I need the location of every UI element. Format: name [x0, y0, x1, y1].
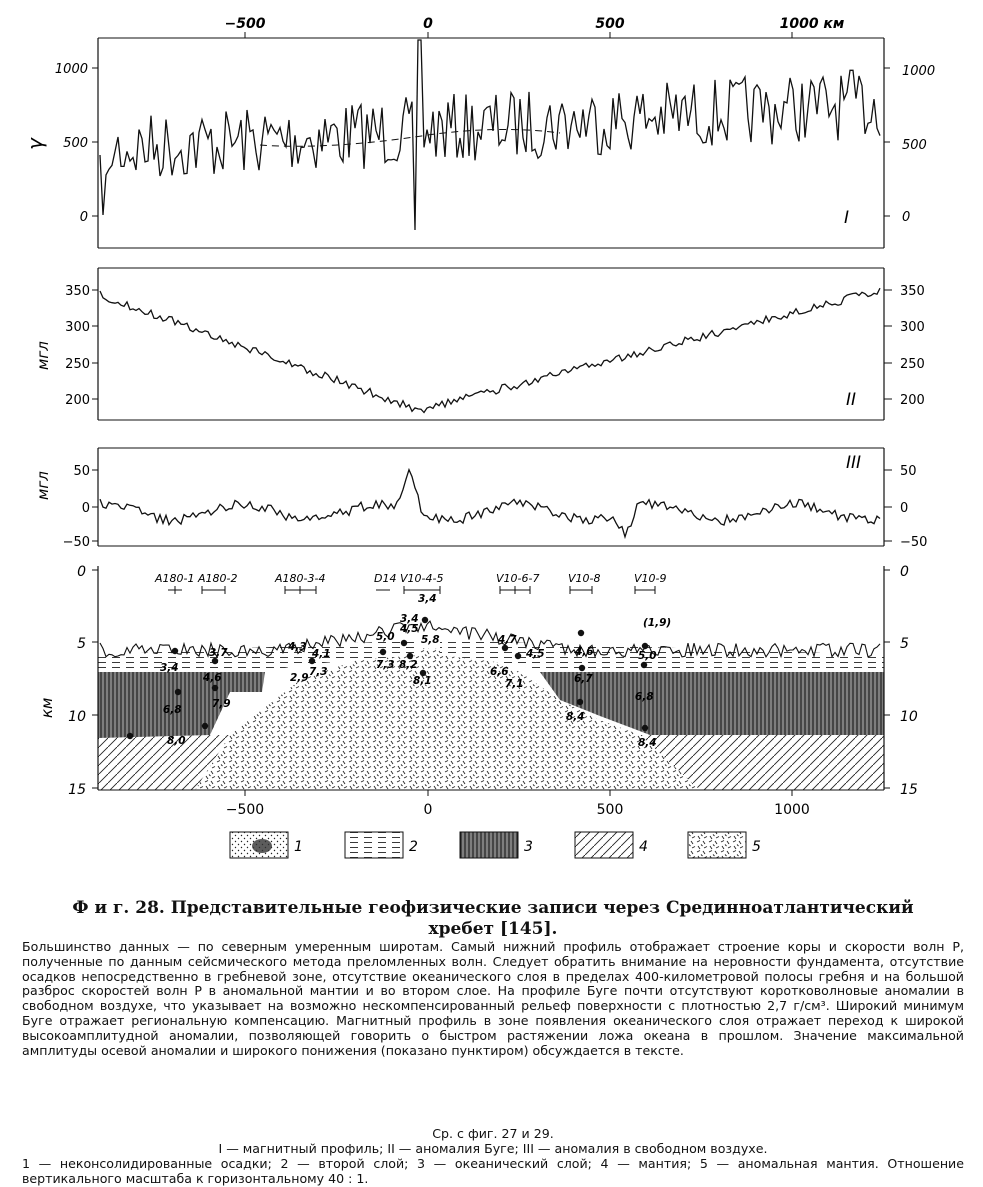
p3-ytick-left-0: 50 [73, 464, 90, 479]
velocity-label: 4,1 [312, 648, 331, 660]
velocity-label: 8,4 [638, 737, 657, 749]
bottom-tick-0: −500 [225, 802, 265, 818]
velocity-label: 4,3 [288, 641, 307, 653]
p2-ytick-left-3: 200 [65, 393, 90, 408]
p2-ytick-left-1: 300 [65, 320, 90, 335]
p1-ytick-left-1: 500 [63, 136, 88, 151]
p1-ytick-left-2: 0 [79, 210, 88, 225]
velocity-label: 8,2 [399, 659, 418, 671]
p2-ytick-left-2: 250 [65, 357, 90, 372]
p3-ytick-right-2: −50 [900, 535, 928, 550]
velocity-label: 6,7 [574, 673, 593, 685]
p3-ytick-right-0: 50 [900, 464, 917, 479]
panel-magnetic [23, 16, 935, 248]
figure-caption-reference: Ср. с фиг. 27 и 29. [432, 1126, 554, 1141]
velocity-label: 7,3 [376, 659, 395, 671]
p4-ytick-right-0: 0 [900, 564, 909, 580]
velocity-label: 8,4 [566, 711, 585, 723]
station-label: A180-3-4 [275, 572, 326, 585]
p1-ytick-right-2: 0 [902, 210, 911, 225]
velocity-label: 5,8 [421, 634, 440, 646]
figure-caption-body: Большинство данных — по северным умеренным широтам. Самый нижний профиль отображает строение коры и скорости волн P, полученные по данным сейсмического метода преломленных волн. Следует обратить внимание на неровности фундамента, отсутствие осадков непосредственно в гребневой зоне, отсутствие океанического слоя в пределах 400-километровой полосы гребня и на большой разброс скоростей волн P в аномальной мантии и во втором слое. На профиле Буге почти отсутствуют коротковолновые аномалии в свободном воздухе, что указывает на возможно нескомпенсированный рельеф поверхности с плотностью 2,7 г/см³. Широкий минимум Буге отражает региональную компенсацию. Магнитный профиль в зоне появления океанического слоя отражает переход к широкой высокоамплитудной аномалии, позволяющей говорить о быстром растяжении ложа океана в прошлом. Значение максимальной амплитуды осевой аномалии и широкого понижения (показано пунктиром) обсуждается в тексте. [22, 939, 964, 1058]
velocity-label: 6,6 [490, 666, 509, 678]
p1-ytick-right-1: 500 [902, 138, 927, 153]
p1-roman: I [844, 208, 850, 228]
velocity-label: 5,0 [638, 650, 657, 662]
station-labels [154, 572, 667, 585]
p2-ytick-right-3: 200 [900, 393, 925, 408]
p4-ytick-right-3: 15 [900, 782, 918, 798]
bouguer-profile-line [100, 288, 880, 412]
top-tick-1: 0 [423, 16, 433, 32]
caption-title-line-1: Ф и г. 28. Представительные геофизические записи через Срединноатлантический [72, 898, 914, 918]
panel-bouguer [34, 268, 925, 420]
free-air-profile-line [100, 470, 880, 537]
velocity-label: 7,1 [505, 678, 524, 690]
p3-ytick-left-1: 0 [81, 501, 90, 516]
legend-swatch-4 [575, 832, 633, 858]
p3-roman: III [846, 453, 862, 473]
p2-ytick-left-0: 350 [65, 284, 90, 299]
p3-ylabel: мгл [34, 471, 52, 500]
p1-ylabel: γ [23, 138, 47, 150]
p2-roman: II [846, 390, 857, 410]
velocity-label: 4,7 [498, 634, 517, 646]
figure-caption-title [22, 898, 964, 940]
p4-ytick-left-1: 5 [77, 636, 86, 652]
p4-ytick-right-2: 10 [900, 709, 918, 725]
legend-num-1: 1 [294, 839, 303, 855]
p1-ytick-left-0: 1000 [54, 62, 88, 77]
velocity-label: 4,5 [400, 623, 419, 635]
top-tick-0: −500 [224, 16, 266, 32]
legend-num-5: 5 [752, 839, 761, 855]
figure-caption-legend-2: 1 — неконсолидированные осадки; 2 — второй слой; 3 — океанический слой; 4 — мантия; 5 — аномальная мантия. Отношение вертикального масштаба к горизонтальному 40 : 1. [22, 1156, 964, 1186]
panel-crust-section [38, 564, 918, 818]
legend-swatch-5 [688, 832, 746, 858]
velocity-label: (1,9) [643, 617, 672, 629]
station-label: V10-9 [634, 572, 667, 585]
p3-ytick-right-1: 0 [900, 501, 909, 516]
velocity-label: 3,4 [418, 593, 437, 605]
p2-ytick-right-0: 350 [900, 284, 925, 299]
station-label: A180-2 [198, 572, 238, 585]
velocity-label: 8,0 [167, 735, 186, 747]
station-brackets [168, 586, 655, 594]
caption-title-line-2: хребет [145]. [428, 919, 558, 939]
velocity-label: 4,6 [575, 646, 594, 658]
p4-ytick-right-1: 5 [900, 636, 909, 652]
magnetic-profile-line [100, 40, 880, 230]
legend [230, 832, 761, 858]
p4-ytick-left-2: 10 [68, 709, 86, 725]
p2-ytick-right-2: 250 [900, 357, 925, 372]
top-tick-2: 500 [595, 16, 625, 32]
station-label: V10-6-7 [496, 572, 540, 585]
station-label: V10-8 [568, 572, 601, 585]
bottom-tick-1: 0 [423, 802, 433, 818]
velocity-label: 6,8 [635, 691, 654, 703]
legend-swatch-2 [345, 832, 403, 858]
velocity-label: 4,5 [526, 648, 545, 660]
velocity-label: 3,4 [400, 613, 419, 625]
legend-num-3: 3 [524, 839, 533, 855]
bottom-tick-3: 1000 [774, 802, 810, 818]
station-label: A180-1 [155, 572, 195, 585]
velocity-label: 3,7 [209, 647, 228, 659]
p4-ytick-left-0: 0 [77, 564, 86, 580]
velocity-label: 7,3 [309, 666, 328, 678]
velocity-label: 2,9 [290, 672, 309, 684]
bottom-tick-2: 500 [596, 802, 624, 818]
p4-ytick-left-3: 15 [68, 782, 86, 798]
velocity-label: 3,4 [160, 662, 179, 674]
p4-ylabel: км [38, 697, 56, 718]
p2-ylabel: мгл [34, 341, 52, 370]
velocity-label: 6,8 [163, 704, 182, 716]
legend-swatch-3 [460, 832, 518, 858]
station-label: D14 [374, 572, 397, 585]
velocity-label: 5,0 [376, 631, 395, 643]
legend-num-2: 2 [409, 839, 418, 855]
p1-ytick-right-0: 1000 [902, 64, 936, 79]
velocity-label: 8,1 [413, 675, 432, 687]
velocity-label: 4,6 [203, 672, 222, 684]
legend-num-4: 4 [639, 839, 648, 855]
p2-ytick-right-1: 300 [900, 320, 925, 335]
figure-caption-legend-1: I — магнитный профиль; II — аномалия Буге; III — аномалия в свободном воздухе. [218, 1141, 768, 1156]
station-label: V10-4-5 [400, 572, 444, 585]
p3-ytick-left-2: −50 [62, 535, 90, 550]
top-tick-3: 1000 км [779, 16, 845, 32]
velocity-label: 7,9 [212, 698, 231, 710]
panel-free-air [34, 448, 927, 550]
